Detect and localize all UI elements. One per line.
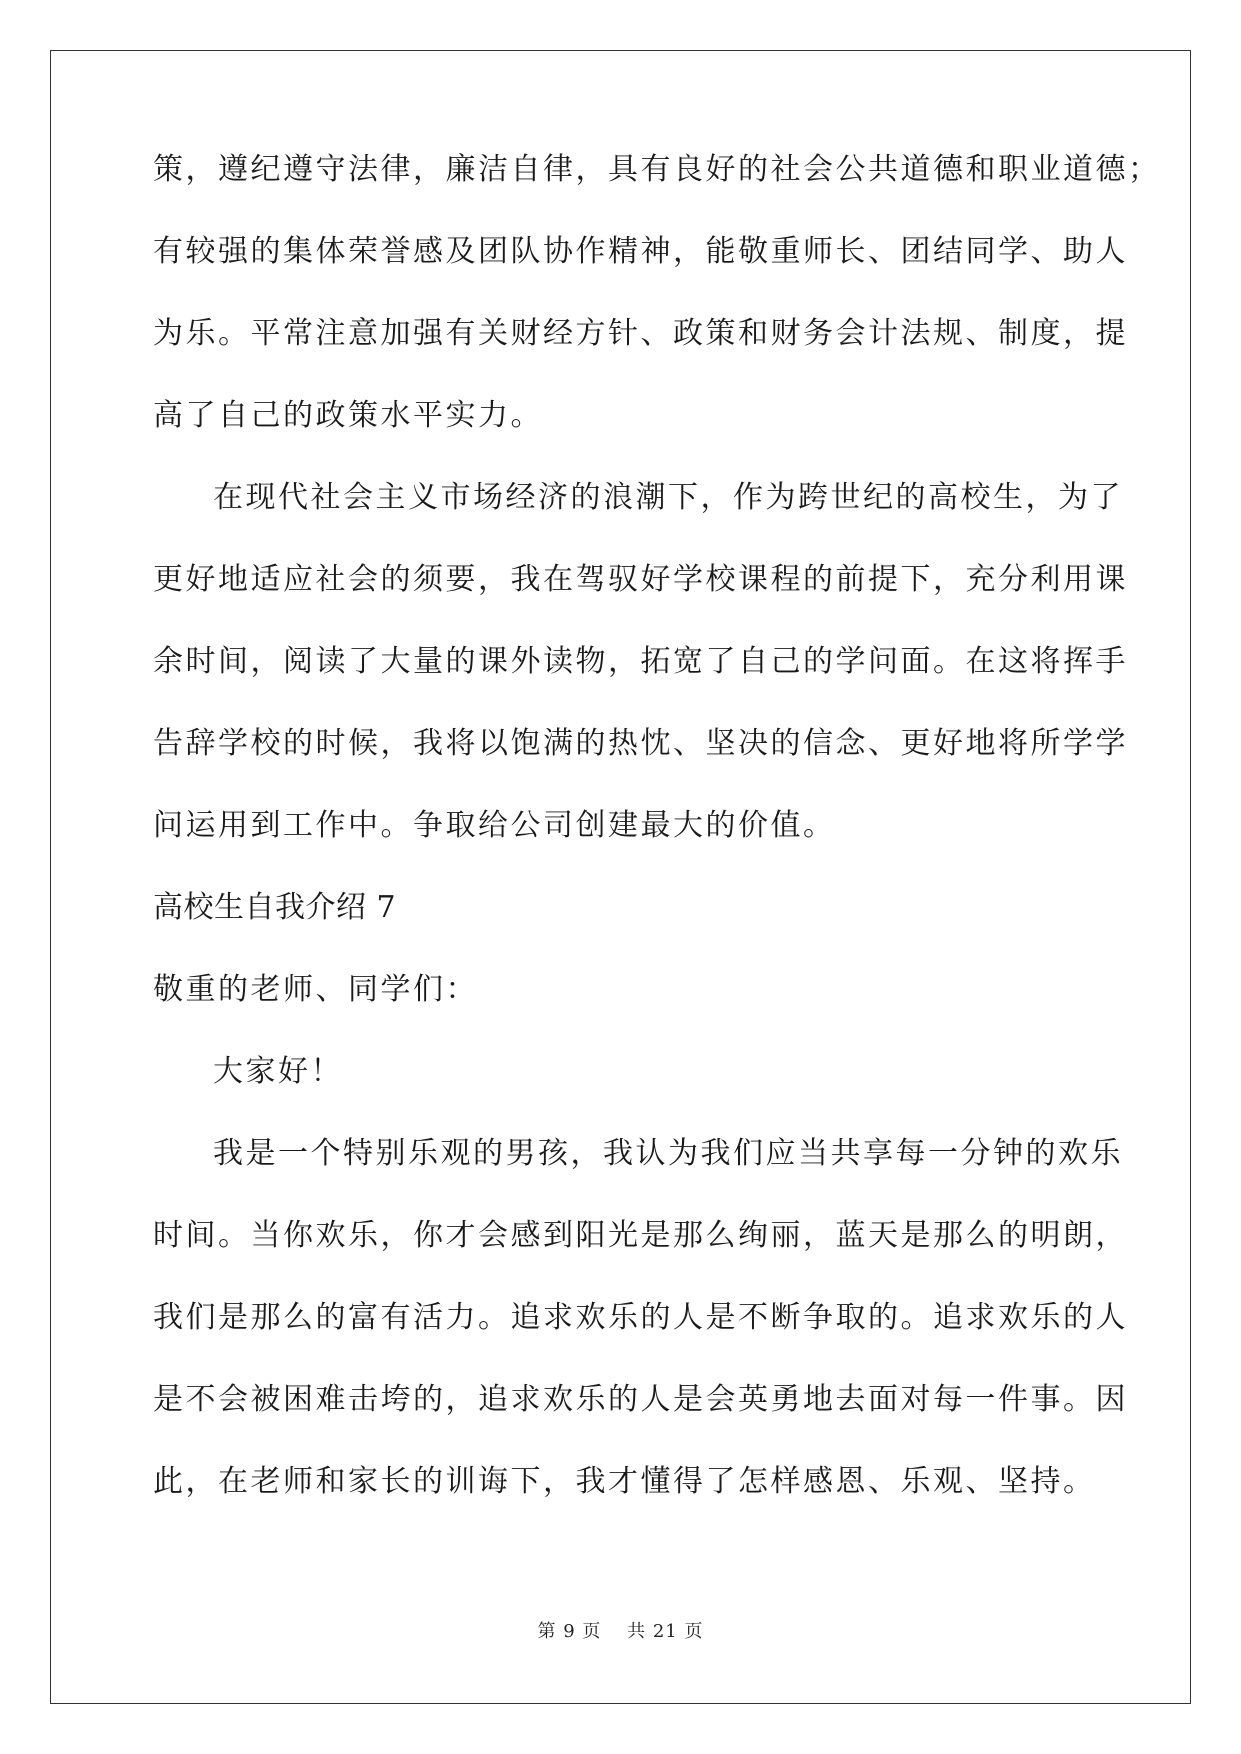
section-heading: 高校生自我介绍 7 (153, 890, 397, 925)
text-line: 时间。当你欢乐，你才会感到阳光是那么绚丽，蓝天是那么的明朗， (153, 1218, 1128, 1253)
paragraph-first-line: 我是一个特别乐观的男孩，我认为我们应当共享每一分钟的欢乐 (213, 1136, 1123, 1171)
text-line: 告辞学校的时候，我将以饱满的热忱、坚决的信念、更好地将所学学 (153, 726, 1128, 761)
greeting: 大家好！ (213, 1054, 343, 1089)
text-line: 策，遵纪遵守法律，廉洁自律，具有良好的社会公共道德和职业道德； (153, 152, 1161, 187)
text-line: 我们是那么的富有活力。追求欢乐的人是不断争取的。追求欢乐的人 (153, 1300, 1128, 1335)
text-line: 此，在老师和家长的训诲下，我才懂得了怎样感恩、乐观、坚持。 (153, 1464, 1096, 1499)
page-border (50, 50, 1191, 1704)
text-line: 为乐。平常注意加强有关财经方针、政策和财务会计法规、制度，提 (153, 316, 1128, 351)
text-line: 问运用到工作中。争取给公司创建最大的价值。 (153, 808, 836, 843)
text-line: 有较强的集体荣誉感及团队协作精神，能敬重师长、团结同学、助人 (153, 234, 1128, 269)
text-line: 更好地适应社会的须要，我在驾驭好学校课程的前提下，充分利用课 (153, 562, 1128, 597)
salutation: 敬重的老师、同学们： (153, 972, 478, 1007)
text-line: 是不会被困难击垮的，追求欢乐的人是会英勇地去面对每一件事。因 (153, 1382, 1128, 1417)
text-line: 高了自己的政策水平实力。 (153, 398, 543, 433)
page-number-footer: 第 9 页 共 21 页 (537, 1621, 704, 1642)
text-line: 余时间，阅读了大量的课外读物，拓宽了自己的学问面。在这将挥手 (153, 644, 1128, 679)
paragraph-first-line: 在现代社会主义市场经济的浪潮下，作为跨世纪的高校生，为了 (213, 480, 1123, 515)
